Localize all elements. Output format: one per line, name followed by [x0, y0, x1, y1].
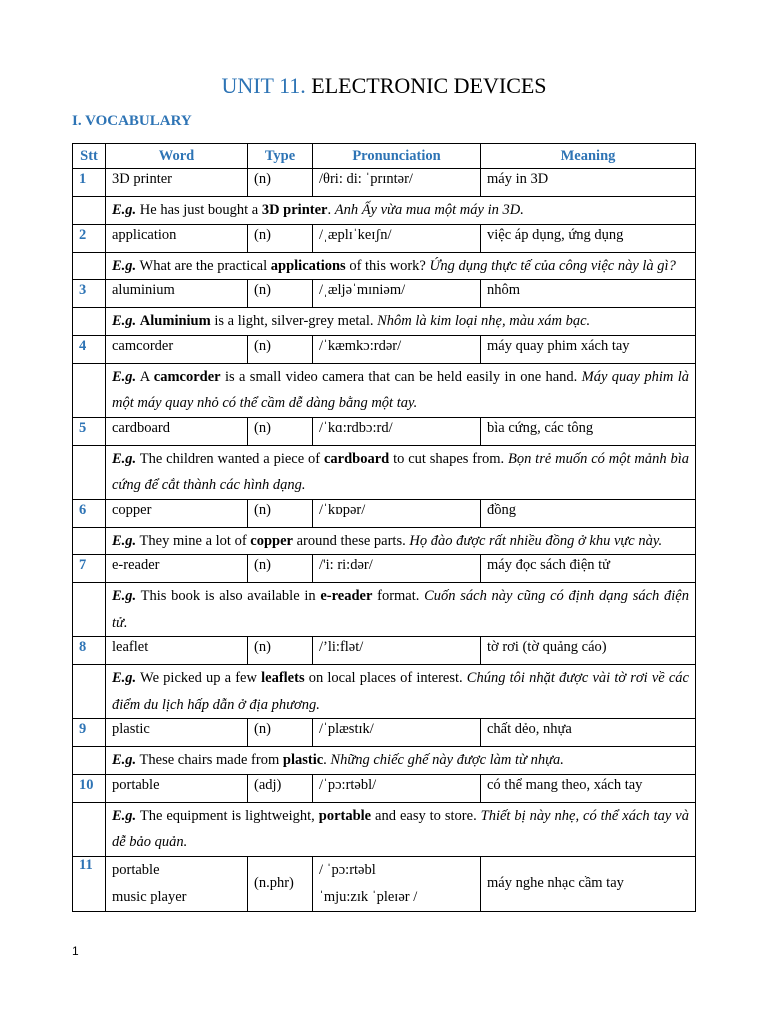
example-label: E.g.	[112, 450, 137, 467]
example-label: E.g.	[112, 257, 137, 274]
example-text-before: What are the practical	[136, 257, 271, 274]
vocab-pronunciation: /ˈkæmkɔ:rdər/	[313, 335, 481, 363]
unit-name: ELECTRONIC DEVICES	[311, 73, 547, 98]
vocab-type: (n)	[248, 335, 313, 363]
example-spacer	[73, 583, 106, 637]
vocab-word-line-2: music player	[112, 888, 187, 905]
table-row	[73, 637, 696, 665]
example-keyword: leaflets	[261, 670, 305, 686]
table-row	[73, 499, 696, 527]
vocab-meaning: máy quay phim xách tay	[481, 335, 696, 363]
example-text-before: The equipment is lightweight,	[136, 807, 319, 824]
example-text-before: A	[136, 368, 154, 385]
vocab-number: 11	[73, 856, 106, 911]
example-translation: Những chiếc ghế này được làm từ nhựa.	[330, 752, 564, 768]
vocab-number: 8	[73, 637, 106, 665]
example-text-before: We picked up a few	[136, 670, 262, 686]
vocab-word: copper	[106, 499, 248, 527]
table-row	[73, 417, 696, 445]
vocab-meaning: máy nghe nhạc cầm tay	[481, 856, 696, 911]
vocab-number: 3	[73, 280, 106, 308]
vocab-type: (n)	[248, 555, 313, 583]
example-translation: Chúng tôi nhặt được vài tờ rơi về các điểm du lịch hấp dẫn ở địa phương.	[112, 670, 689, 713]
vocab-word: e-reader	[106, 555, 248, 583]
vocab-meaning: máy in 3D	[481, 169, 696, 197]
vocab-word: leaflet	[106, 637, 248, 665]
example-spacer	[73, 802, 106, 856]
example-translation: Ứng dụng thực tế của công việc này là gì?	[429, 257, 676, 274]
example-keyword: copper	[250, 532, 293, 549]
example-row	[73, 583, 696, 637]
example-keyword: cardboard	[323, 450, 390, 467]
example-row	[73, 445, 696, 499]
vocab-type: (n)	[248, 719, 313, 747]
vocab-pronunciation: /'i: ri:dər/	[313, 555, 481, 583]
example-keyword: plastic	[282, 752, 324, 768]
example-spacer	[73, 445, 106, 499]
vocab-type: (n)	[248, 224, 313, 252]
table-row	[73, 719, 696, 747]
vocab-pronunciation: /ˈkɑ:rdbɔ:rd/	[313, 417, 481, 445]
example-text-before: These chairs made from	[136, 752, 283, 768]
header-pronunciation: Pronunciation	[313, 144, 481, 169]
example-text-after: format.	[372, 588, 425, 604]
vocab-number: 4	[73, 335, 106, 363]
example-translation: Họ đào được rất nhiều đồng ở khu vực này.	[409, 532, 663, 549]
example-sentence	[106, 308, 696, 336]
vocab-type: (adj)	[248, 774, 313, 802]
example-sentence	[106, 252, 696, 280]
table-header-row	[73, 144, 696, 169]
example-label: E.g.	[112, 532, 137, 549]
vocabulary-table	[72, 143, 696, 912]
example-spacer	[73, 363, 106, 417]
example-label: E.g.	[112, 368, 137, 385]
vocab-word: portable	[106, 774, 248, 802]
example-sentence	[106, 363, 696, 417]
vocab-meaning: đồng	[481, 499, 696, 527]
example-translation: Máy quay phim là một máy quay nhỏ có thể cầm dễ dàng bằng một tay.	[112, 368, 689, 411]
vocab-word: cardboard	[106, 417, 248, 445]
header-stt: Stt	[73, 144, 106, 169]
example-label: E.g.	[112, 313, 137, 329]
example-text-before: The children wanted a piece of	[136, 450, 324, 467]
example-sentence	[106, 445, 696, 499]
section-heading: I. VOCABULARY	[72, 113, 192, 129]
example-translation: Thiết bị này nhẹ, có thể xách tay và dễ bảo quản.	[112, 807, 689, 850]
example-keyword: applications	[270, 257, 346, 274]
vocab-number: 1	[73, 169, 106, 197]
vocab-pronunciation: /’li:flət/	[313, 637, 481, 665]
example-row	[73, 363, 696, 417]
example-label: E.g.	[112, 807, 137, 824]
vocab-word: aluminium	[106, 280, 248, 308]
vocab-number: 6	[73, 499, 106, 527]
example-text-after: and easy to store.	[371, 807, 481, 824]
vocab-word-line-1: portable	[112, 861, 160, 878]
vocab-pronunciation	[313, 856, 481, 911]
unit-number: UNIT 11.	[221, 73, 306, 98]
vocab-pronunciation: /ˈplæstɪk/	[313, 719, 481, 747]
page-number: 1	[72, 944, 79, 958]
vocab-pronunciation: /θri: di: ˈprɪntər/	[313, 169, 481, 197]
example-keyword: e-reader	[320, 588, 373, 604]
example-sentence	[106, 665, 696, 719]
example-row	[73, 252, 696, 280]
vocab-meaning: máy đọc sách điện tử	[481, 555, 696, 583]
example-keyword: Aluminium	[139, 313, 211, 329]
example-sentence	[106, 197, 696, 225]
example-text-after: around these parts.	[292, 532, 410, 549]
vocab-type: (n.phr)	[248, 856, 313, 911]
example-label: E.g.	[112, 752, 137, 768]
example-text-after: is a small video camera that can be held easily in one hand.	[220, 368, 582, 385]
example-row	[73, 197, 696, 225]
example-spacer	[73, 527, 106, 555]
header-type: Type	[248, 144, 313, 169]
example-spacer	[73, 308, 106, 336]
example-spacer	[73, 252, 106, 280]
vocab-type: (n)	[248, 637, 313, 665]
vocab-meaning: chất dẻo, nhựa	[481, 719, 696, 747]
table-row	[73, 224, 696, 252]
page-title	[0, 72, 768, 100]
table-row	[73, 335, 696, 363]
vocab-pronunciation-line-1: / ˈpɔ:rtəbl	[319, 861, 376, 878]
example-text-after: on local places of interest.	[304, 670, 467, 686]
example-text-after: .	[327, 202, 335, 218]
example-label: E.g.	[112, 202, 137, 218]
table-row	[73, 856, 696, 911]
example-text-before: This book is also available in	[136, 588, 321, 604]
example-spacer	[73, 665, 106, 719]
vocab-meaning: bìa cứng, các tông	[481, 417, 696, 445]
vocab-type: (n)	[248, 280, 313, 308]
vocab-type: (n)	[248, 169, 313, 197]
vocab-meaning: nhôm	[481, 280, 696, 308]
vocab-word: camcorder	[106, 335, 248, 363]
example-text-after: .	[323, 752, 331, 768]
example-row	[73, 308, 696, 336]
header-meaning: Meaning	[481, 144, 696, 169]
example-sentence	[106, 747, 696, 775]
example-sentence	[106, 583, 696, 637]
table-row	[73, 555, 696, 583]
example-spacer	[73, 197, 106, 225]
example-keyword: 3D printer	[261, 202, 328, 218]
example-text-after: of this work?	[345, 257, 430, 274]
example-text-after: to cut shapes from.	[389, 450, 508, 467]
table-row	[73, 280, 696, 308]
table-row	[73, 169, 696, 197]
vocab-type: (n)	[248, 417, 313, 445]
vocab-meaning: tờ rơi (tờ quảng cáo)	[481, 637, 696, 665]
vocab-number: 2	[73, 224, 106, 252]
vocab-number: 7	[73, 555, 106, 583]
vocab-pronunciation-line-2: ˈmju:zɪk ˈpleɪər /	[319, 888, 418, 905]
vocab-pronunciation: /ˈpɔ:rtəbl/	[313, 774, 481, 802]
example-row	[73, 527, 696, 555]
example-text-before: They mine a lot of	[136, 532, 251, 549]
example-row	[73, 665, 696, 719]
vocab-pronunciation: /ˌæljəˈmɪniəm/	[313, 280, 481, 308]
vocab-type: (n)	[248, 499, 313, 527]
vocab-word: plastic	[106, 719, 248, 747]
example-text-after: is a light, silver-grey metal.	[210, 313, 378, 329]
vocab-word: 3D printer	[106, 169, 248, 197]
example-keyword: portable	[318, 807, 372, 824]
vocab-number: 9	[73, 719, 106, 747]
example-translation: Anh Ấy vừa mua một máy in 3D.	[334, 202, 524, 218]
example-translation: Nhôm là kim loại nhẹ, màu xám bạc.	[377, 313, 591, 329]
example-sentence	[106, 527, 696, 555]
example-row	[73, 802, 696, 856]
vocab-number: 10	[73, 774, 106, 802]
vocab-word	[106, 856, 248, 911]
vocab-pronunciation: /ˈkɒpər/	[313, 499, 481, 527]
example-spacer	[73, 747, 106, 775]
vocab-pronunciation: /ˌæplɪˈkeɪʃn/	[313, 224, 481, 252]
vocabulary-rows	[73, 169, 696, 912]
example-row	[73, 747, 696, 775]
vocab-number: 5	[73, 417, 106, 445]
example-label: E.g.	[112, 670, 137, 686]
example-translation: Bọn trẻ muốn có một mảnh bìa cứng để cắt thành các hình dạng.	[112, 450, 689, 493]
example-sentence	[106, 802, 696, 856]
example-translation: Cuốn sách này cũng có định dạng sách điện tử.	[112, 588, 689, 631]
header-word: Word	[106, 144, 248, 169]
vocab-meaning: việc áp dụng, ứng dụng	[481, 224, 696, 252]
example-label: E.g.	[112, 588, 137, 604]
example-keyword: camcorder	[153, 368, 221, 385]
vocab-word: application	[106, 224, 248, 252]
example-text-before: He has just bought a	[136, 202, 262, 218]
vocab-meaning: có thể mang theo, xách tay	[481, 774, 696, 802]
table-row	[73, 774, 696, 802]
